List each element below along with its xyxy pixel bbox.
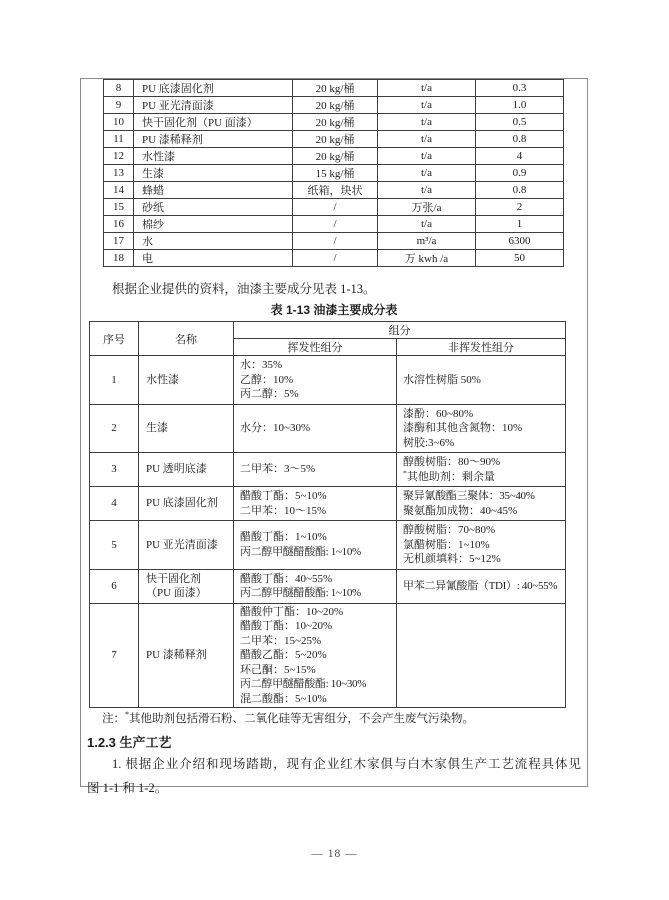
table-row xyxy=(90,603,566,708)
table-row xyxy=(90,404,566,453)
table-row xyxy=(90,356,566,405)
materials-table xyxy=(103,79,564,267)
cell-name: 棉纱 xyxy=(134,216,293,233)
cell-no: 12 xyxy=(104,148,134,165)
table-row xyxy=(104,165,564,182)
cell-value: 6300 xyxy=(476,233,564,250)
cell-line: 醋酸丁酯：40~55% xyxy=(240,572,333,585)
cell-no: 17 xyxy=(104,233,134,250)
content-frame xyxy=(80,78,588,795)
cell-unit: t/a xyxy=(378,165,476,182)
table-row xyxy=(104,233,564,250)
cell-no: 5 xyxy=(90,521,139,570)
cell-name: 水性漆 xyxy=(139,356,234,405)
cell-volatile xyxy=(234,487,397,521)
cell-value: 4 xyxy=(476,148,564,165)
cell-line: 树胶:3~6% xyxy=(403,436,455,449)
cell-unit: t/a xyxy=(378,97,476,114)
cell-value: 0.5 xyxy=(476,114,564,131)
header-row xyxy=(90,322,566,339)
cell-nonvolatile xyxy=(397,569,566,603)
cell-no: 2 xyxy=(90,404,139,453)
body-paragraph-line1: 1. 根据企业介绍和现场踏勘，现有企业红木家俱与白木家俱生产工艺流程具体见 xyxy=(112,757,581,771)
table-row xyxy=(104,80,564,97)
header-name: 名称 xyxy=(139,322,234,356)
table-row xyxy=(104,216,564,233)
components-table-title: 表 1-13 油漆主要成分表 xyxy=(270,303,398,317)
cell-volatile xyxy=(234,569,397,603)
table-row xyxy=(90,521,566,570)
cell-name xyxy=(139,569,234,603)
header-group: 组分 xyxy=(234,322,566,339)
cell-line: 水：35% xyxy=(240,359,283,371)
cell-line: 丙二醇甲醚醋酸酯: 1~10% xyxy=(240,587,361,599)
cell-name: PU 亚光清面漆 xyxy=(134,97,293,114)
cell-no: 7 xyxy=(90,603,139,708)
table-row xyxy=(90,487,566,521)
page-number: — 18 — xyxy=(311,848,358,860)
table-row xyxy=(90,569,566,603)
cell-spec: / xyxy=(293,233,378,250)
cell-line: 聚氨酯加成物：40~45% xyxy=(403,504,518,517)
components-table xyxy=(89,321,566,708)
cell-no: 14 xyxy=(104,182,134,199)
cell-line: 无机颜填料：5~12% xyxy=(403,553,501,565)
cell-line: 水溶性树脂 50% xyxy=(403,373,481,386)
cell-line: 聚异氰酸酯三聚体：35~40% xyxy=(403,490,535,502)
cell-nonvolatile xyxy=(397,487,566,521)
cell-line: 醇酸树脂：70~80% xyxy=(403,524,496,536)
table-row xyxy=(104,199,564,216)
header-no: 序号 xyxy=(90,322,139,356)
cell-line: 丙二醇甲醚醋酸酯: 10~30% xyxy=(240,678,367,690)
cell-line: 丙二醇甲醚醋酸酯: 1~10% xyxy=(240,545,361,558)
table-row xyxy=(104,250,564,267)
header-nonvolatile: 非挥发性组分 xyxy=(397,339,566,356)
cell-spec: 20 kg/桶 xyxy=(293,80,378,97)
cell-no: 18 xyxy=(104,250,134,267)
cell-volatile xyxy=(234,404,397,453)
cell-no: 13 xyxy=(104,165,134,182)
cell-line: 甲苯二异氰酸脂（TDI）: 40~55% xyxy=(403,579,558,592)
cell-line: 二甲苯：3～5% xyxy=(240,463,316,476)
table-row xyxy=(104,182,564,199)
cell-nonvolatile xyxy=(397,603,566,708)
cell-unit: t/a xyxy=(378,131,476,148)
cell-line: 二甲苯：10～15% xyxy=(240,504,327,517)
cell-spec: 15 kg/桶 xyxy=(293,165,378,182)
footnote-asterisk: * xyxy=(125,710,130,720)
table-note xyxy=(87,712,581,727)
cell-no: 10 xyxy=(104,114,134,131)
cell-no: 6 xyxy=(90,569,139,603)
cell-spec: / xyxy=(293,199,378,216)
cell-unit: 万张/a xyxy=(378,199,476,216)
cell-nonvolatile xyxy=(397,404,566,453)
cell-name: PU 底漆固化剂 xyxy=(139,487,234,521)
note-text: 其他助剂包括滑石粉、二氧化硅等无害组分，不会产生废气污染物。 xyxy=(129,713,475,725)
cell-value: 1 xyxy=(476,216,564,233)
cell-volatile xyxy=(234,356,397,405)
cell-nonvolatile xyxy=(397,521,566,570)
cell-value: 0.8 xyxy=(476,131,564,148)
cell-line: 醇酸树脂：80～90% xyxy=(403,456,501,468)
cell-no: 3 xyxy=(90,453,139,487)
cell-name: 水 xyxy=(134,233,293,250)
cell-name: PU 底漆固化剂 xyxy=(134,80,293,97)
cell-value: 2 xyxy=(476,199,564,216)
cell-name: 砂纸 xyxy=(134,199,293,216)
cell-line: （PU 面漆） xyxy=(146,587,207,599)
cell-spec: / xyxy=(293,250,378,267)
cell-spec: / xyxy=(293,216,378,233)
cell-name: PU 漆稀释剂 xyxy=(139,603,234,708)
cell-unit: 万 kwh /a xyxy=(378,250,476,267)
section-heading: 1.2.3 生产工艺 xyxy=(87,735,172,750)
intro-paragraph: 根据企业提供的资料，油漆主要成分见表 1-13。 xyxy=(112,282,376,296)
table-row xyxy=(104,97,564,114)
cell-no: 11 xyxy=(104,131,134,148)
cell-name: 快干固化剂（PU 面漆） xyxy=(134,114,293,131)
cell-line: 醋酸仲丁酯：10~20% xyxy=(240,605,344,618)
cell-spec: 20 kg/桶 xyxy=(293,97,378,114)
cell-name: PU 亚光清面漆 xyxy=(139,521,234,570)
table-row xyxy=(104,131,564,148)
cell-no: 15 xyxy=(104,199,134,216)
body-paragraph-line2: 图 1-1 和 1-2。 xyxy=(87,781,168,795)
cell-line: 氯醋树脂：1~10% xyxy=(403,538,490,551)
cell-line: 二甲苯：15~25% xyxy=(240,634,322,647)
cell-volatile xyxy=(234,521,397,570)
cell-spec: 纸箱，块状 xyxy=(293,182,378,199)
cell-value: 0.3 xyxy=(476,80,564,97)
cell-no: 4 xyxy=(90,487,139,521)
cell-unit: m³/a xyxy=(378,233,476,250)
cell-line: 丙二醇：5% xyxy=(240,388,299,400)
cell-name: 生漆 xyxy=(134,165,293,182)
cell-line-text: 其他助剂：剩余量 xyxy=(406,470,495,483)
cell-spec: 20 kg/桶 xyxy=(293,131,378,148)
cell-line: 快干固化剂 xyxy=(146,572,201,585)
footnote-asterisk: * xyxy=(403,467,407,477)
cell-value: 0.9 xyxy=(476,165,564,182)
cell-unit: t/a xyxy=(378,148,476,165)
table-row xyxy=(104,148,564,165)
table-row xyxy=(104,114,564,131)
cell-volatile xyxy=(234,603,397,708)
cell-unit: t/a xyxy=(378,182,476,199)
cell-line xyxy=(403,467,562,485)
header-volatile: 挥发性组分 xyxy=(234,339,397,356)
note-label: 注： xyxy=(102,713,125,725)
cell-nonvolatile xyxy=(397,356,566,405)
cell-line: 醋酸乙酯：5~20% xyxy=(240,649,327,661)
cell-name: PU 漆稀释剂 xyxy=(134,131,293,148)
cell-volatile xyxy=(234,453,397,487)
cell-line: 醋酸丁酯：10~20% xyxy=(240,620,333,632)
cell-no: 8 xyxy=(104,80,134,97)
cell-line: 漆酶和其他含氮物：10% xyxy=(403,422,523,434)
cell-value: 0.8 xyxy=(476,182,564,199)
cell-line: 水分：10~30% xyxy=(240,422,311,434)
table-row xyxy=(90,453,566,487)
cell-name: 水性漆 xyxy=(134,148,293,165)
cell-no: 9 xyxy=(104,97,134,114)
cell-line: 混二酸酯：5~10% xyxy=(240,692,327,705)
cell-value: 50 xyxy=(476,250,564,267)
cell-name: 蜂蜡 xyxy=(134,182,293,199)
cell-spec: 20 kg/桶 xyxy=(293,148,378,165)
cell-line: 漆酚：60~80% xyxy=(403,407,474,420)
cell-line: 乙醇：10% xyxy=(240,373,294,386)
cell-spec: 20 kg/桶 xyxy=(293,114,378,131)
cell-no: 16 xyxy=(104,216,134,233)
cell-line: 醋酸丁酯：1~10% xyxy=(240,531,327,544)
cell-unit: t/a xyxy=(378,216,476,233)
cell-line: 醋酸丁酯：5~10% xyxy=(240,490,327,502)
cell-name: 电 xyxy=(134,250,293,267)
cell-nonvolatile xyxy=(397,453,566,487)
cell-name: PU 透明底漆 xyxy=(139,453,234,487)
cell-no: 1 xyxy=(90,356,139,405)
cell-line: 环己酮：5~15% xyxy=(240,663,316,676)
cell-name: 生漆 xyxy=(139,404,234,453)
cell-value: 1.0 xyxy=(476,97,564,114)
cell-unit: t/a xyxy=(378,114,476,131)
cell-unit: t/a xyxy=(378,80,476,97)
